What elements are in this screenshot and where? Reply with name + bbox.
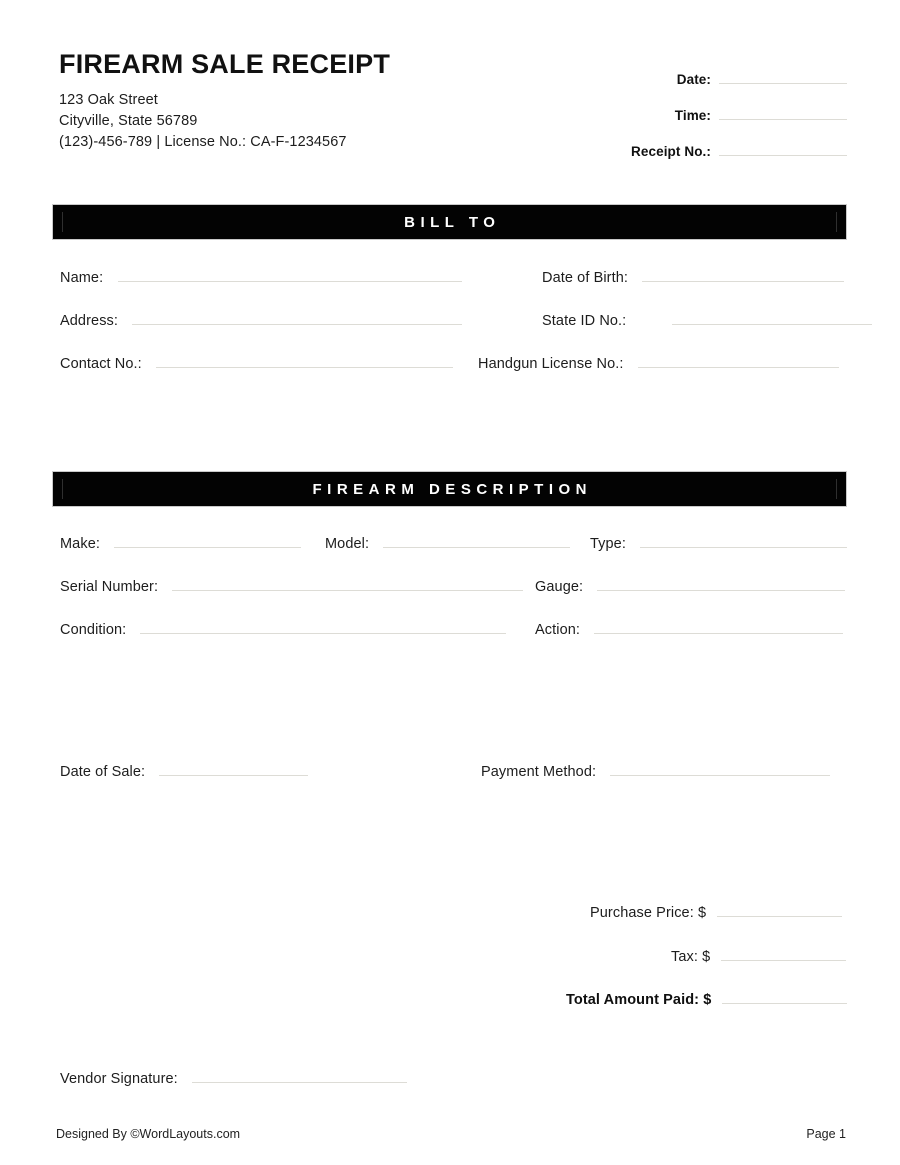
contact-label: Contact No.:	[60, 356, 142, 372]
receipt-no-field-row	[587, 140, 847, 176]
receipt-no-input[interactable]	[719, 140, 847, 156]
date-input[interactable]	[719, 68, 847, 84]
dob-field-row	[542, 266, 844, 286]
vendor-signature-field-row	[60, 1067, 407, 1087]
total-amount-paid-field-row	[566, 988, 847, 1008]
state-id-label: State ID No.:	[542, 313, 627, 329]
section-header-bill-to	[52, 204, 847, 240]
payment-method-label: Payment Method:	[481, 764, 597, 780]
action-label: Action:	[535, 622, 581, 638]
footer-page-number: Page 1	[806, 1127, 846, 1141]
condition-input[interactable]	[140, 618, 506, 634]
receipt-no-label: Receipt No.:	[631, 144, 711, 159]
page-title: FIREARM SALE RECEIPT	[59, 49, 391, 79]
model-label: Model:	[325, 536, 370, 552]
purchase-price-input[interactable]	[717, 901, 842, 917]
purchase-price-field-row	[590, 901, 842, 921]
model-input[interactable]	[383, 532, 570, 548]
date-of-sale-field-row	[60, 760, 308, 780]
action-input[interactable]	[594, 618, 843, 634]
dob-label: Date of Birth:	[542, 270, 629, 286]
total-amount-paid-label: Total Amount Paid: $	[566, 992, 712, 1008]
type-label: Type:	[590, 536, 626, 552]
address-line-3: (123)-456-789 | License No.: CA-F-1234567	[59, 133, 347, 150]
serial-number-input[interactable]	[172, 575, 523, 591]
address-line-1: 123 Oak Street	[59, 91, 158, 108]
contact-input[interactable]	[156, 352, 453, 368]
gauge-label: Gauge:	[535, 579, 584, 595]
address-input[interactable]	[132, 309, 462, 325]
handgun-license-field-row	[478, 352, 839, 372]
time-field-row	[587, 104, 847, 140]
address-field-row	[60, 309, 462, 329]
tax-input[interactable]	[721, 945, 846, 961]
state-id-field-row	[542, 309, 872, 329]
footer-designed-by: Designed By ©WordLayouts.com	[56, 1127, 241, 1141]
total-amount-paid-input[interactable]	[722, 988, 847, 1004]
name-input[interactable]	[118, 266, 462, 282]
firearm-description-heading: FIREARM DESCRIPTION	[312, 480, 592, 498]
vendor-signature-label: Vendor Signature:	[60, 1071, 178, 1087]
serial-number-field-row	[60, 575, 523, 595]
make-field-row	[60, 532, 301, 552]
receipt-meta-fields	[587, 68, 847, 176]
payment-method-input[interactable]	[610, 760, 830, 776]
date-label: Date:	[676, 72, 711, 87]
state-id-input[interactable]	[672, 309, 872, 325]
handgun-license-label: Handgun License No.:	[478, 356, 624, 372]
gauge-input[interactable]	[597, 575, 845, 591]
model-field-row	[325, 532, 570, 552]
handgun-license-input[interactable]	[638, 352, 839, 368]
make-input[interactable]	[114, 532, 301, 548]
name-field-row	[60, 266, 462, 286]
address-line-2: Cityville, State 56789	[59, 112, 198, 129]
condition-field-row	[60, 618, 506, 638]
serial-number-label: Serial Number:	[60, 579, 159, 595]
make-label: Make:	[60, 536, 100, 552]
dob-input[interactable]	[642, 266, 844, 282]
date-of-sale-input[interactable]	[159, 760, 308, 776]
bill-to-heading: BILL TO	[404, 213, 501, 231]
tax-label: Tax: $	[671, 949, 711, 965]
condition-label: Condition:	[60, 622, 127, 638]
date-field-row	[587, 68, 847, 104]
action-field-row	[535, 618, 843, 638]
address-label: Address:	[60, 313, 119, 329]
section-header-firearm-description	[52, 471, 847, 507]
tax-field-row	[671, 945, 846, 965]
time-label: Time:	[674, 108, 711, 123]
type-field-row	[590, 532, 847, 552]
payment-method-field-row	[481, 760, 830, 780]
gauge-field-row	[535, 575, 845, 595]
contact-field-row	[60, 352, 453, 372]
type-input[interactable]	[640, 532, 847, 548]
vendor-signature-input[interactable]	[192, 1067, 407, 1083]
name-label: Name:	[60, 270, 104, 286]
date-of-sale-label: Date of Sale:	[60, 764, 146, 780]
time-input[interactable]	[719, 104, 847, 120]
purchase-price-label: Purchase Price: $	[590, 905, 707, 921]
